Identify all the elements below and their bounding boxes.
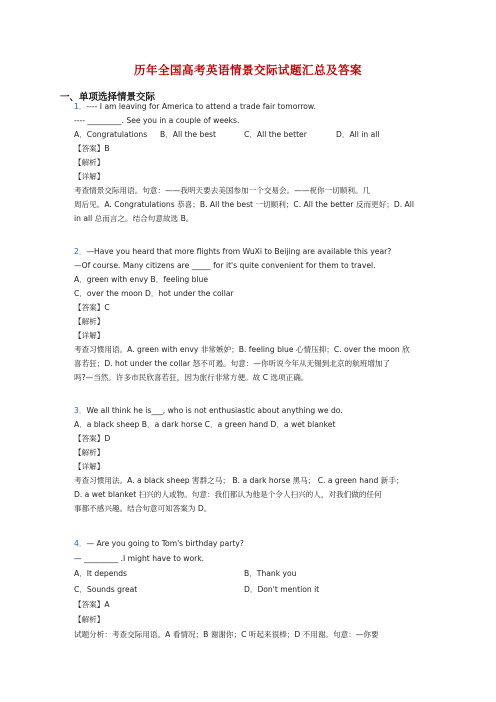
explanation-line: 考查习惯用法。A. a black sheep 害群之马； B. a dark horse 黑马； C. a green hand 新手； — [74, 476, 404, 485]
option-a: A．Congratulations — [74, 130, 148, 139]
option-b: B．Thank you — [244, 569, 297, 578]
question-2-stem-2: —Of course. Many citizens are _____ for it's quite convenient for them to travel. — [74, 261, 376, 270]
section-heading: 一、单项选择情景交际 — [60, 92, 156, 103]
question-3-stem: 3．We all think he is___, who is not enthusiastic about anything we do. — [74, 406, 343, 415]
option-d: D．All in all — [336, 130, 380, 139]
analysis-label: 【解析】 — [74, 615, 105, 624]
document-title: 历年全国高考英语情景交际试题汇总及答案 — [134, 63, 362, 77]
answer: 【答案】D — [74, 434, 111, 443]
option-c: C．Sounds great — [74, 585, 138, 594]
options-row: C．over the moon D．hot under the collar — [74, 289, 234, 298]
option-c: C．All the better — [244, 130, 307, 139]
explanation-line: 考查情景交际用语。句意：——我明天要去美国参加一个交易会。——祝你一切顺利。几 — [74, 186, 371, 195]
question-number: 2． — [74, 247, 87, 256]
options-row: A．green with envy B．feeling blue — [74, 275, 209, 284]
question-2-stem: 2．—Have you heard that more flights from WuXi to Beijing are available this year? — [74, 247, 392, 256]
question-4-stem: 4．— Are you going to Tom's birthday party? — [74, 539, 244, 548]
explanation-line: 喜若狂；D. hot under the collar 怒不可遏。句意：—你听说今年从无锡到北京的航班增加了 — [74, 359, 391, 368]
analysis-label: 【解析】 — [74, 448, 105, 457]
explanation-line: D. a wet blanket 扫兴的人或物。句意：我们都认为他是个令人扫兴的人，对我们做的任何 — [74, 490, 382, 499]
answer: 【答案】B — [74, 144, 110, 153]
detail-label: 【详解】 — [74, 331, 105, 340]
option-b: B．All the best — [160, 130, 216, 139]
answer: 【答案】C — [74, 303, 110, 312]
question-number: 4． — [74, 539, 87, 548]
answer: 【答案】A — [74, 600, 110, 609]
options-row: A．a black sheep B．a dark horse C．a green hand D．a wet blanket — [74, 420, 336, 429]
explanation-line: 周后见。A. Congratulations 恭喜；B. All the best 一切顺利；C. All the better 反而更好；D. All — [74, 200, 414, 209]
question-1-stem: 1．---- I am leaving for America to attend a trade fair tomorrow. — [74, 102, 316, 111]
analysis-label: 【解析】 — [74, 158, 105, 167]
explanation-line: 事都不感兴趣。结合句意可知答案为 D。 — [74, 504, 212, 513]
option-a: A．It depends — [74, 569, 127, 578]
explanation-line: 试题分析：考查交际用语。A 看情况；B 谢谢你；C 听起来很棒；D 不用谢。句意：—你要 — [74, 630, 379, 639]
explanation-line: 考查习惯用语。A. green with envy 非常嫉妒；B. feeling blue 心情压抑；C. over the moon 欣 — [74, 345, 410, 354]
question-number: 3． — [74, 406, 87, 415]
explanation-line: in all 总而言之。结合句意故选 B。 — [74, 214, 194, 223]
question-number: 1． — [74, 102, 87, 111]
detail-label: 【详解】 — [74, 172, 105, 181]
question-4-stem-2: — _________ .I might have to work. — [74, 554, 205, 563]
question-1-stem-2: ---- _________. See you in a couple of weeks. — [74, 116, 240, 125]
analysis-label: 【解析】 — [74, 317, 105, 326]
explanation-line: 吗?—当然。许多市民欣喜若狂，因为旅行非常方便。故 C 选项正确。 — [74, 373, 309, 382]
detail-label: 【详解】 — [74, 462, 105, 471]
option-d: D．Don't mention it — [244, 585, 320, 594]
